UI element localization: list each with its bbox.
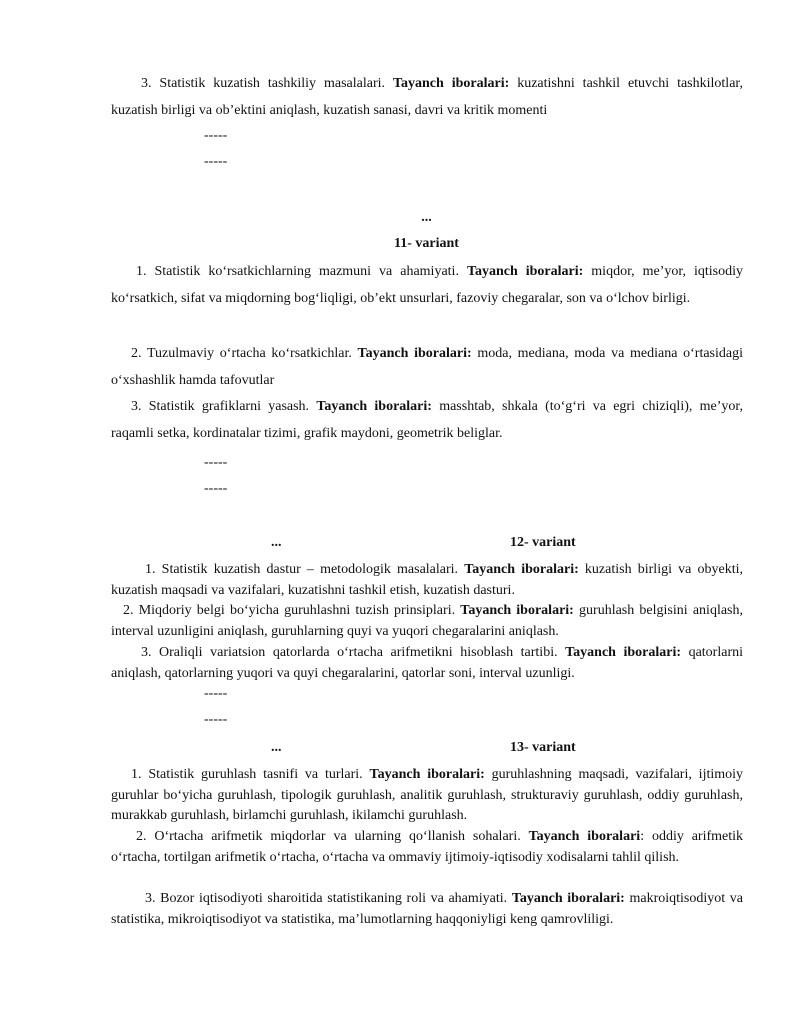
keyword-label: Tayanch iboralari: [565,645,682,660]
paragraph-v12-3 [111,643,743,684]
paragraph-v11-1 [111,259,743,312]
ellipsis-mark: ... [271,740,282,755]
keyword-text: guruhlash belgisini aniqlash, interval uzunligini aniqlash, guruhlarning quyi va yuqori chegaralarini aniqlash. [111,603,743,639]
keyword-label: Tayanch iboralari: [369,767,485,782]
keyword-text: masshtab, shkala (to‘g‘ri va egri chiziqli), me’yor, raqamli setka, kordinatalar tizimi, grafik maydoni, geometrik beliglar. [111,399,743,441]
keyword-label: Tayanch iboralari: [466,264,584,279]
paragraph-v13-2 [111,827,743,868]
separator-dash: ----- [204,481,228,496]
item-text: 3. Bozor iqtisodiyoti sharoitida statistikaning roli va ahamiyati. [145,891,508,906]
item-text: 2. O‘rtacha arifmetik miqdorlar va ularning qo‘llanish sohalari. [136,829,521,844]
ellipsis-mark: ... [271,535,282,550]
item-text: 2. Miqdoriy belgi bo‘yicha guruhlashni tuzish prinsiplari. [123,603,456,618]
keyword-label: Tayanch iboralari: [460,603,574,618]
ellipsis-mark: ... [421,210,432,225]
keyword-text: kuzatishni tashkil etuvchi tashkilotlar, kuzatish birligi va ob’ektini aniqlash, kuzatish sanasi, davri va kritik momenti [111,76,744,118]
keyword-label: Tayanch iboralari: [357,346,472,361]
keyword-label: Tayanch iboralari: [464,562,579,577]
keyword-label: Tayanch iboralari [528,829,641,844]
item-text: 1. Statistik ko‘rsatkichlarning mazmuni va ahamiyati. [136,264,459,279]
separator-dash: ----- [204,154,228,169]
keyword-text: moda, mediana, moda va mediana o‘rtasidagi o‘xshashlik hamda tafovutlar [111,346,743,388]
item-text: 3. Oraliqli variatsion qatorlarda o‘rtacha arifmetikni hisoblash tartibi. [141,645,558,660]
keyword-text: miqdor, me’yor, iqtisodiy ko‘rsatkich, sifat va miqdorning bog‘liqligi, ob’ekt unsurlari, fazoviy chegaralar, son va o‘lchov birligi. [111,264,744,306]
variant-title: 11- variant [394,236,459,251]
keyword-text: kuzatish birligi va obyekti, kuzatish maqsadi va vazifalari, kuzatishni tashkil etish, kuzatish dasturi. [111,562,743,598]
keyword-text: : oddiy arifmetik o‘rtacha, tortilgan arifmetik o‘rtacha, o‘rtacha va ommaviy ijtimoiy-iqtisodiy xodisalarni tahlil qilish. [111,829,744,865]
paragraph-top-3 [111,71,743,124]
item-text: 1. Statistik guruhlash tasnifi va turlari. [131,767,363,782]
item-text: 1. Statistik kuzatish dastur – metodologik masalalari. [145,562,459,577]
separator-dash: ----- [204,712,228,727]
keyword-label: Tayanch iboralari: [511,891,625,906]
keyword-label: Tayanch iboralari: [392,76,510,91]
keyword-text: qatorlarni aniqlash, qatorlarning yuqori va quyi chegaralarini, qatorlar soni, interval uzunligi. [111,645,743,681]
separator-dash: ----- [204,686,228,701]
item-text: 3. Statistik grafiklarni yasash. [131,399,310,414]
keyword-text: guruhlashning maqsadi, vazifalari, ijtimoiy guruhlar bo‘yicha guruhlash, tipologik guruhlash, analitik guruhlash, strukturaviy guruhlash, oddiy guruhlash, murakkab guruhlash, birlamchi guruhlash, ikilamchi guruhlash. [111,767,744,823]
variant-title: 13- variant [510,740,576,755]
paragraph-v11-2 [111,341,743,394]
variant-title: 12- variant [510,535,576,550]
keyword-text: makroiqtisodiyot va statistika, mikroiqtisodiyot va statistika, ma’lumotlarning haqqoniyligi keng qamrovliligi. [111,891,743,927]
paragraph-v12-1 [111,560,743,601]
keyword-label: Tayanch iboralari: [316,399,432,414]
separator-dash: ----- [204,455,228,470]
paragraph-v13-1 [111,765,743,827]
paragraph-v13-3 [111,889,743,930]
paragraph-v11-3 [111,394,743,447]
paragraph-v12-2 [111,601,743,642]
separator-dash: ----- [204,128,228,143]
item-text: 2. Tuzulmaviy o‘rtacha ko‘rsatkichlar. [131,346,352,361]
item-text: 3. Statistik kuzatish tashkiliy masalalari. [141,76,386,91]
